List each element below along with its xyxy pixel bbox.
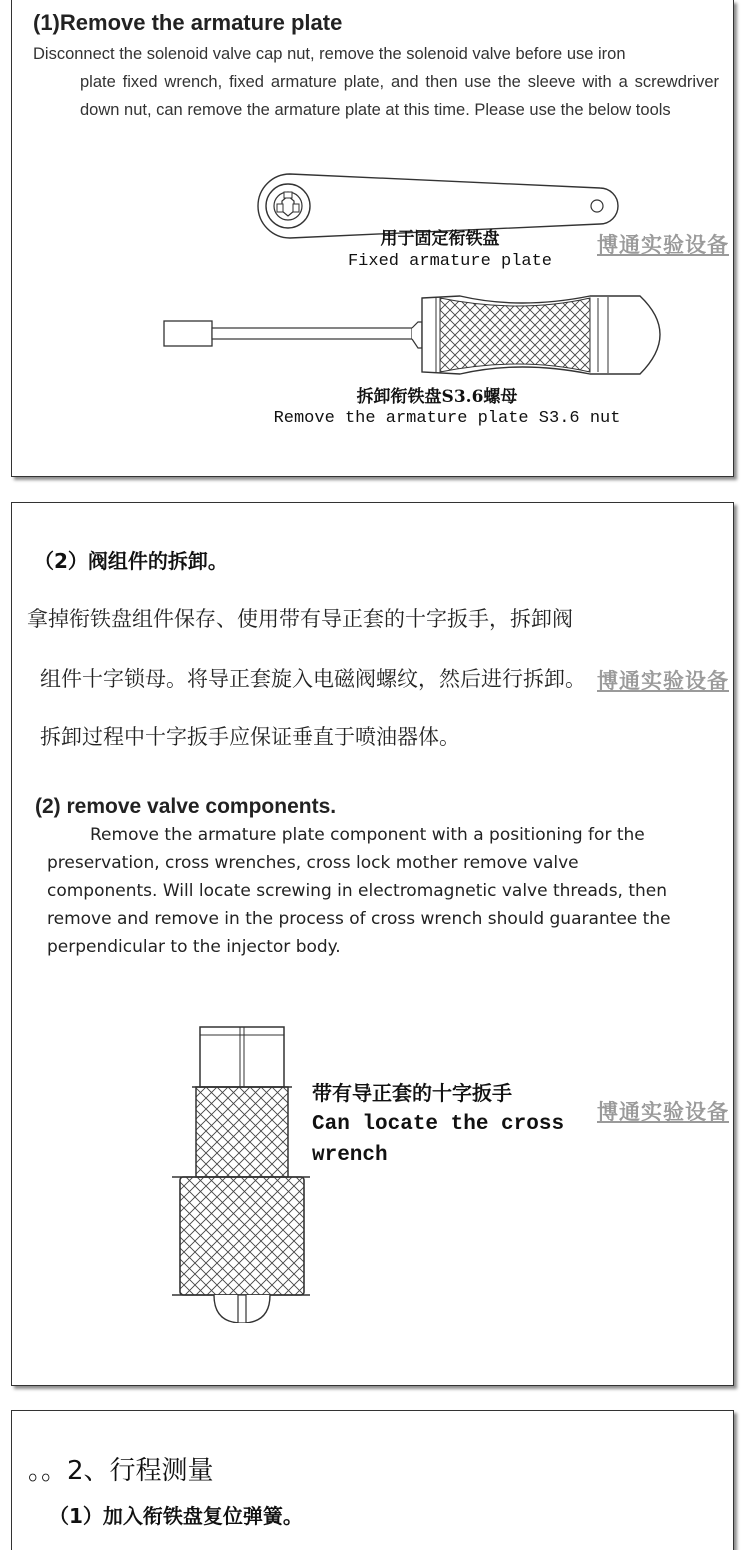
panel-stroke-measurement (11, 1410, 734, 1550)
panel-remove-armature-plate (11, 0, 734, 477)
cn-section-title: （2）阀组件的拆卸。 (34, 549, 228, 573)
en-paragraph-line: remove and remove in the process of cross wrench should guarantee the (47, 909, 671, 929)
section-heading: (1)Remove the armature plate (33, 10, 343, 35)
cross-wrench-illustration (162, 1021, 312, 1323)
tool-caption-en-line: wrench (312, 1144, 388, 1167)
cn-paragraph-line: 组件十字锁母。将导正套旋入电磁阀螺纹，然后进行拆卸。 (40, 667, 586, 691)
screwdriver-illustration (160, 290, 700, 380)
watermark-text: 博通实验设备 (597, 1099, 729, 1124)
cn-paragraph-line: 拿掉衔铁盘组件保存、使用带有导正套的十字扳手，拆卸阀 (27, 607, 573, 631)
subsection-title: （1）加入衔铁盘复位弹簧。 (49, 1504, 303, 1528)
tool2-caption-en: Remove the armature plate S3.6 nut (273, 409, 621, 428)
cn-paragraph-line: 拆卸过程中十字扳手应保证垂直于喷油器体。 (40, 725, 460, 749)
section-title: 。。2、行程测量 (28, 1456, 214, 1486)
tool2-caption-cn: 拆卸衔铁盘S3.6螺母 (356, 387, 518, 407)
en-section-title: (2) remove valve components. (35, 795, 337, 818)
panel-remove-valve-components (11, 502, 734, 1386)
tool1-caption-cn: 用于固定衔铁盘 (380, 229, 500, 249)
watermark-text: 博通实验设备 (597, 232, 729, 257)
en-paragraph-line: preservation, cross wrenches, cross lock mother remove valve (47, 853, 579, 873)
tool-caption-cn: 带有导正套的十字扳手 (312, 1081, 512, 1105)
tool1-caption-en: Fixed armature plate (347, 252, 553, 271)
paragraph-first-line: Disconnect the solenoid valve cap nut, remove the solenoid valve before use iron (33, 45, 626, 63)
en-paragraph-line: components. Will locate screwing in electromagnetic valve threads, then (47, 881, 668, 901)
tool-caption-en-line: Can locate the cross (312, 1113, 565, 1136)
paragraph-continuation: plate fixed wrench, fixed armature plate, and then use the sleeve with a screwdriver down nut, can remove the armature plate at this time. Please use the below tools (80, 73, 719, 119)
watermark-text: 博通实验设备 (597, 668, 729, 693)
en-paragraph-line: perpendicular to the injector body. (47, 937, 341, 957)
instruction-paragraph (33, 40, 719, 124)
en-paragraph-line: Remove the armature plate component with a positioning for the (90, 825, 645, 845)
